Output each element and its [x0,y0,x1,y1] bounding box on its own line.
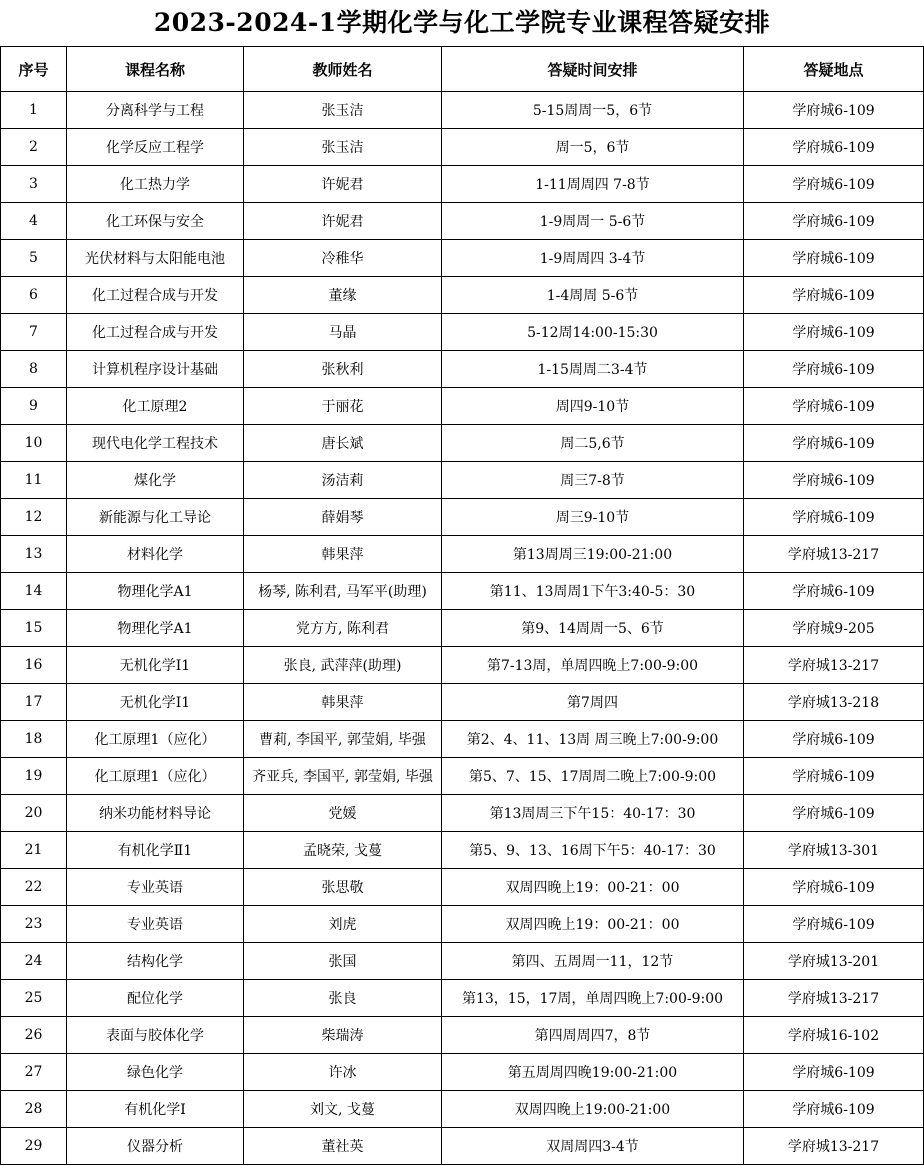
cell-qa-time: 第13周周三19:00-21:00 [442,536,744,573]
cell-course-name: 新能源与化工导论 [67,499,244,536]
cell-index: 20 [1,795,67,832]
cell-qa-location: 学府城6-109 [744,351,924,388]
cell-index: 9 [1,388,67,425]
cell-qa-time: 周二5,6节 [442,425,744,462]
cell-teacher-name: 张秋利 [244,351,442,388]
cell-qa-location: 学府城13-217 [744,1128,924,1165]
cell-course-name: 分离科学与工程 [67,92,244,129]
cell-qa-location: 学府城13-201 [744,943,924,980]
cell-teacher-name: 张思敬 [244,869,442,906]
table-row [1,832,924,869]
cell-course-name: 无机化学Ⅰ1 [67,684,244,721]
cell-teacher-name: 张国 [244,943,442,980]
cell-teacher-name: 孟晓荣, 戈蔓 [244,832,442,869]
table-row [1,1054,924,1091]
cell-course-name: 绿色化学 [67,1054,244,1091]
cell-qa-time: 双周四晚上19：00-21：00 [442,869,744,906]
cell-qa-time: 第13，15，17周，单周四晚上7:00-9:00 [442,980,744,1017]
header-qa-time: 答疑时间安排 [442,47,744,92]
cell-index: 17 [1,684,67,721]
cell-teacher-name: 董缘 [244,277,442,314]
table-row [1,721,924,758]
cell-index: 3 [1,166,67,203]
cell-qa-time: 第7-13周，单周四晚上7:00-9:00 [442,647,744,684]
table-row [1,980,924,1017]
cell-course-name: 表面与胶体化学 [67,1017,244,1054]
cell-teacher-name: 柴瑞涛 [244,1017,442,1054]
cell-course-name: 有机化学Ⅰ [67,1091,244,1128]
cell-qa-time: 第5、7、15、17周周二晚上7:00-9:00 [442,758,744,795]
cell-qa-location: 学府城13-218 [744,684,924,721]
table-row [1,795,924,832]
cell-course-name: 化工过程合成与开发 [67,277,244,314]
table-row [1,869,924,906]
table-row [1,499,924,536]
cell-qa-location: 学府城6-109 [744,795,924,832]
cell-qa-location: 学府城13-217 [744,536,924,573]
cell-index: 19 [1,758,67,795]
cell-index: 7 [1,314,67,351]
table-row [1,610,924,647]
cell-qa-time: 5-12周14:00-15:30 [442,314,744,351]
cell-teacher-name: 董社英 [244,1128,442,1165]
table-row [1,647,924,684]
table-row [1,166,924,203]
cell-teacher-name: 张玉洁 [244,129,442,166]
cell-course-name: 仪器分析 [67,1128,244,1165]
cell-qa-location: 学府城6-109 [744,1054,924,1091]
table-row [1,536,924,573]
cell-teacher-name: 党媛 [244,795,442,832]
cell-qa-location: 学府城6-109 [744,240,924,277]
cell-index: 26 [1,1017,67,1054]
cell-course-name: 无机化学Ⅰ1 [67,647,244,684]
cell-qa-time: 1-9周周四 3-4节 [442,240,744,277]
cell-index: 1 [1,92,67,129]
cell-qa-location: 学府城6-109 [744,573,924,610]
cell-course-name: 配位化学 [67,980,244,1017]
cell-qa-location: 学府城6-109 [744,129,924,166]
cell-index: 16 [1,647,67,684]
cell-course-name: 化学反应工程学 [67,129,244,166]
cell-qa-time: 1-15周周二3-4节 [442,351,744,388]
cell-index: 4 [1,203,67,240]
cell-teacher-name: 杨琴, 陈利君, 马军平(助理) [244,573,442,610]
cell-course-name: 化工原理1（应化） [67,721,244,758]
cell-teacher-name: 党方方, 陈利君 [244,610,442,647]
table-row [1,388,924,425]
table-row [1,314,924,351]
cell-index: 5 [1,240,67,277]
cell-qa-location: 学府城6-109 [744,166,924,203]
cell-teacher-name: 马晶 [244,314,442,351]
cell-teacher-name: 许妮君 [244,203,442,240]
cell-qa-location: 学府城13-301 [744,832,924,869]
table-row [1,943,924,980]
cell-course-name: 化工环保与安全 [67,203,244,240]
cell-qa-location: 学府城6-109 [744,499,924,536]
cell-qa-location: 学府城6-109 [744,203,924,240]
table-row [1,129,924,166]
cell-qa-time: 双周周四3-4节 [442,1128,744,1165]
cell-qa-time: 第13周周三下午15：40-17：30 [442,795,744,832]
cell-index: 29 [1,1128,67,1165]
cell-qa-time: 第四周周四7，8节 [442,1017,744,1054]
cell-course-name: 化工过程合成与开发 [67,314,244,351]
cell-qa-time: 周三9-10节 [442,499,744,536]
cell-qa-time: 第五周周四晚19:00-21:00 [442,1054,744,1091]
cell-index: 11 [1,462,67,499]
table-row [1,462,924,499]
cell-index: 12 [1,499,67,536]
cell-qa-location: 学府城6-109 [744,425,924,462]
cell-course-name: 物理化学A1 [67,573,244,610]
cell-teacher-name: 冷稚华 [244,240,442,277]
cell-index: 14 [1,573,67,610]
cell-teacher-name: 薛娟琴 [244,499,442,536]
cell-teacher-name: 张良 [244,980,442,1017]
page-title: 2023-2024-1学期化学与化工学院专业课程答疑安排 [153,8,771,37]
cell-qa-time: 1-9周周一 5-6节 [442,203,744,240]
cell-qa-location: 学府城13-217 [744,980,924,1017]
cell-qa-time: 第7周四 [442,684,744,721]
table-row [1,240,924,277]
table-row [1,425,924,462]
cell-qa-location: 学府城6-109 [744,462,924,499]
table-body [1,92,924,1165]
cell-teacher-name: 张良, 武萍萍(助理) [244,647,442,684]
cell-teacher-name: 汤洁莉 [244,462,442,499]
cell-qa-location: 学府城6-109 [744,314,924,351]
cell-course-name: 化工原理1（应化） [67,758,244,795]
header-index: 序号 [1,47,67,92]
cell-qa-time: 5-15周周一5，6节 [442,92,744,129]
cell-index: 2 [1,129,67,166]
table-row [1,573,924,610]
cell-qa-time: 第11、13周周1下午3:40-5：30 [442,573,744,610]
cell-index: 6 [1,277,67,314]
cell-qa-time: 第四、五周周一11，12节 [442,943,744,980]
table-row [1,758,924,795]
header-teacher-name: 教师姓名 [244,47,442,92]
cell-qa-location: 学府城13-217 [744,647,924,684]
cell-course-name: 物理化学A1 [67,610,244,647]
cell-qa-location: 学府城9-205 [744,610,924,647]
cell-index: 28 [1,1091,67,1128]
cell-teacher-name: 齐亚兵, 李国平, 郭莹娟, 毕强 [244,758,442,795]
cell-index: 15 [1,610,67,647]
cell-index: 13 [1,536,67,573]
table-row [1,1128,924,1165]
table-row [1,1017,924,1054]
cell-qa-location: 学府城16-102 [744,1017,924,1054]
cell-qa-time: 第5、9、13、16周下午5：40-17：30 [442,832,744,869]
cell-qa-location: 学府城6-109 [744,277,924,314]
cell-qa-location: 学府城6-109 [744,92,924,129]
cell-index: 18 [1,721,67,758]
table-row [1,351,924,388]
cell-qa-time: 周四9-10节 [442,388,744,425]
cell-course-name: 光伏材料与太阳能电池 [67,240,244,277]
cell-qa-location: 学府城6-109 [744,758,924,795]
table-row [1,906,924,943]
cell-course-name: 有机化学Ⅱ1 [67,832,244,869]
cell-index: 25 [1,980,67,1017]
cell-qa-time: 周三7-8节 [442,462,744,499]
cell-teacher-name: 刘虎 [244,906,442,943]
table-row [1,684,924,721]
cell-course-name: 化工原理2 [67,388,244,425]
cell-qa-time: 第9、14周周一5、6节 [442,610,744,647]
cell-qa-location: 学府城6-109 [744,721,924,758]
cell-course-name: 结构化学 [67,943,244,980]
table-row [1,92,924,129]
cell-course-name: 专业英语 [67,869,244,906]
cell-course-name: 纳米功能材料导论 [67,795,244,832]
cell-index: 22 [1,869,67,906]
cell-index: 8 [1,351,67,388]
cell-course-name: 材料化学 [67,536,244,573]
table-row [1,277,924,314]
header-course-name: 课程名称 [67,47,244,92]
cell-qa-time: 双周四晚上19：00-21：00 [442,906,744,943]
table-row [1,203,924,240]
cell-index: 27 [1,1054,67,1091]
cell-qa-location: 学府城6-109 [744,906,924,943]
cell-qa-time: 第2、4、11、13周 周三晚上7:00-9:00 [442,721,744,758]
cell-teacher-name: 许冰 [244,1054,442,1091]
table-row [1,1091,924,1128]
cell-teacher-name: 于丽花 [244,388,442,425]
header-qa-location: 答疑地点 [744,47,924,92]
cell-teacher-name: 张玉洁 [244,92,442,129]
cell-index: 21 [1,832,67,869]
cell-course-name: 计算机程序设计基础 [67,351,244,388]
cell-qa-location: 学府城6-109 [744,869,924,906]
cell-teacher-name: 韩果萍 [244,536,442,573]
cell-index: 10 [1,425,67,462]
cell-qa-location: 学府城6-109 [744,388,924,425]
cell-course-name: 化工热力学 [67,166,244,203]
cell-teacher-name: 曹莉, 李国平, 郭莹娟, 毕强 [244,721,442,758]
cell-index: 24 [1,943,67,980]
cell-qa-time: 1-11周周四 7-8节 [442,166,744,203]
cell-teacher-name: 刘文, 戈蔓 [244,1091,442,1128]
table-header-row [1,47,924,92]
cell-course-name: 煤化学 [67,462,244,499]
cell-course-name: 专业英语 [67,906,244,943]
cell-qa-time: 1-4周周 5-6节 [442,277,744,314]
cell-qa-time: 双周四晚上19:00-21:00 [442,1091,744,1128]
cell-teacher-name: 韩果萍 [244,684,442,721]
schedule-table [0,46,924,1165]
cell-teacher-name: 唐长斌 [244,425,442,462]
cell-index: 23 [1,906,67,943]
cell-qa-time: 周一5，6节 [442,129,744,166]
cell-course-name: 现代电化学工程技术 [67,425,244,462]
cell-teacher-name: 许妮君 [244,166,442,203]
cell-qa-location: 学府城6-109 [744,1091,924,1128]
